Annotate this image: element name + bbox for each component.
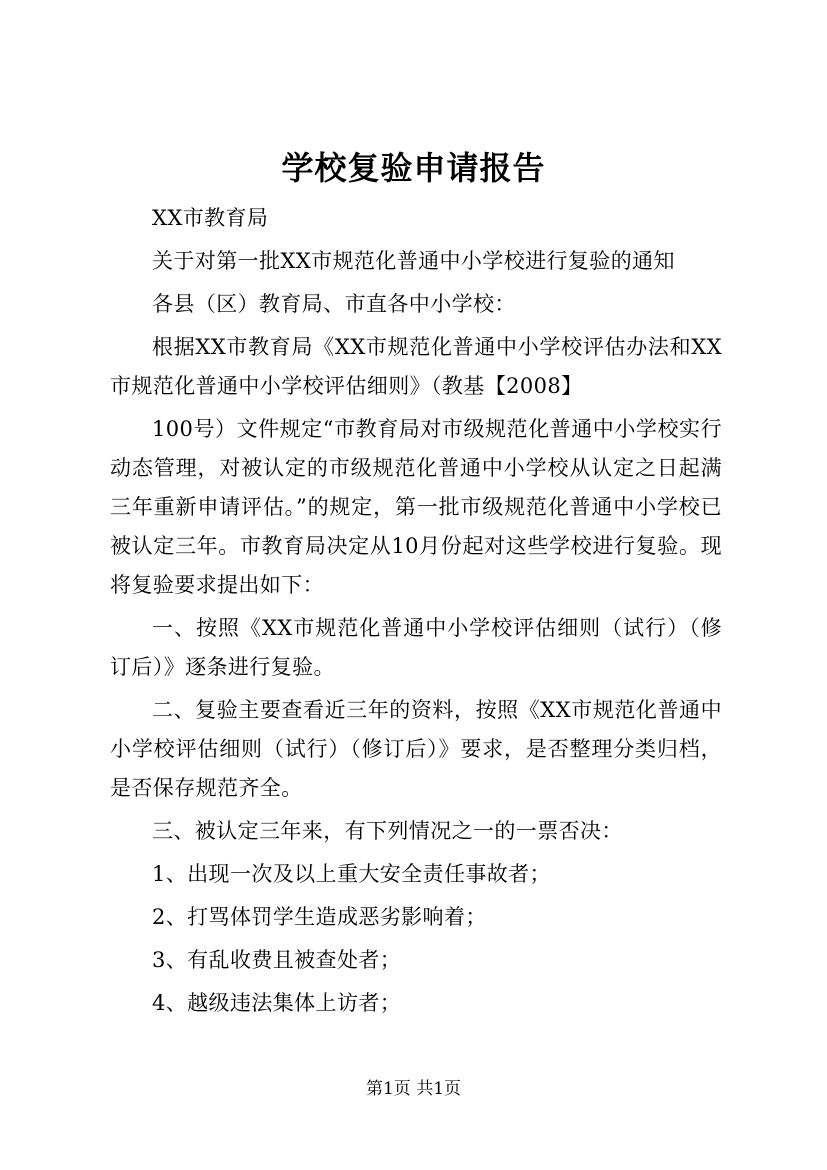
- list-item-veto-4: 4、越级违法集体上访者；: [152, 991, 402, 1015]
- paragraph-addressees: 各县（区）教育局、市直各中小学校：: [152, 292, 516, 316]
- list-item-veto-3: 3、有乱收费且被查处者；: [152, 948, 402, 972]
- list-item-veto-2: 2、打骂体罚学生造成恶劣影响着；: [152, 905, 487, 929]
- paragraph-item-one: 一、按照《XX市规范化普通中小学校评估细则（试行）（修订后）》逐条进行复验。: [110, 616, 722, 679]
- paragraph-item-three: 三、被认定三年来，有下列情况之一的一票否决：: [152, 819, 623, 843]
- list-item-veto-1: 1、出现一次及以上重大安全责任事故者；: [152, 862, 551, 886]
- document-title: 学校复验申请报告: [281, 149, 546, 187]
- paragraph-regulation: 100号）文件规定“市教育局对市级规范化普通中小学校实行动态管理，对被认定的市级规范化普通中小学校从认定之日起满三年重新申请评估。”的规定，第一批市级规范化普通中小学校已被认定三年。市教育局决定从10月份起对这些学校进行复验。现将复验要求提出如下：: [110, 417, 722, 597]
- page-footer: 第1页 共1页: [365, 1079, 462, 1099]
- paragraph-item-two: 二、复验主要查看近三年的资料，按照《XX市规范化普通中小学校评估细则（试行）（修订后）》要求，是否整理分类归档，是否保存规范齐全。: [110, 698, 722, 800]
- paragraph-notice-title: 关于对第一批XX市规范化普通中小学校进行复验的通知: [152, 249, 675, 273]
- document-body: [110, 199, 722, 1023]
- paragraph-basis: 根据XX市教育局《XX市规范化普通中小学校评估办法和XX市规范化普通中小学校评估细则》（教基【2008】: [110, 335, 722, 398]
- paragraph-recipient-bureau: XX市教育局: [152, 206, 269, 230]
